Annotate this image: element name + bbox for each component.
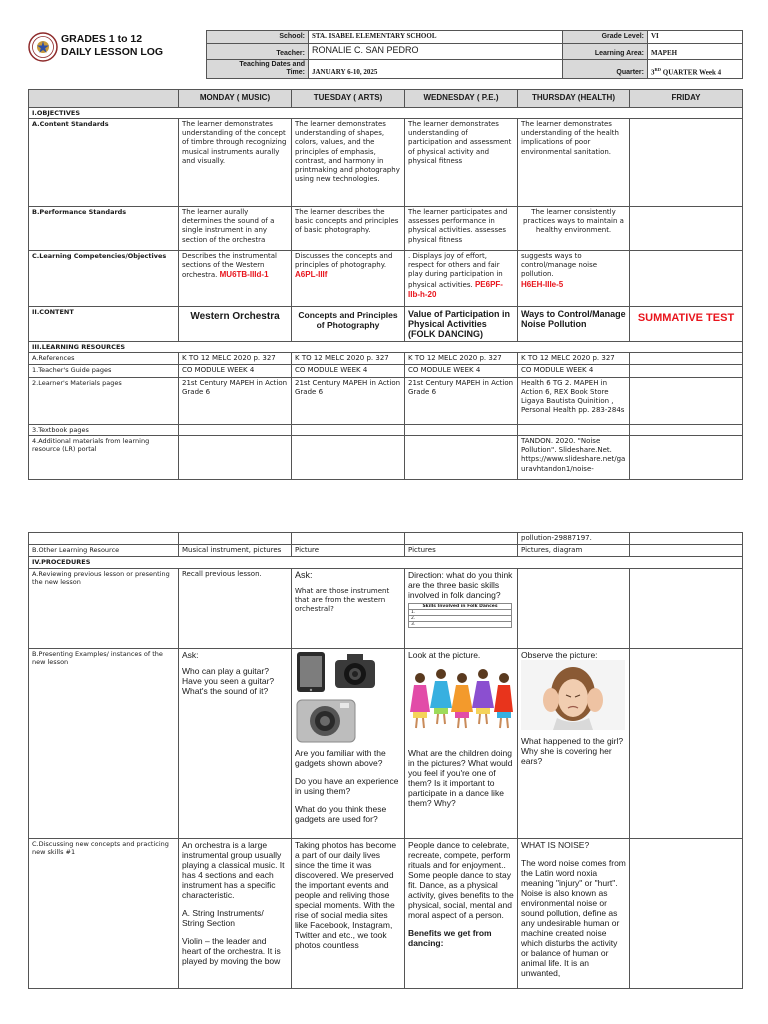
dancing-children-image	[408, 660, 514, 740]
area-value: MAPEH	[648, 44, 743, 60]
procedures-row: IV.PROCEDURES	[29, 557, 743, 568]
content-friday: SUMMATIVE TEST	[630, 306, 743, 341]
objectives-row	[29, 107, 743, 118]
additional-materials-row: 4.Additional materials from learning resource (LR) portal TANDON. 2020. "Noise Pollution". Slideshare.Net. https://www.slideshare.net/gauravhtandon1/noise-	[29, 436, 743, 480]
page-header	[28, 30, 742, 78]
day-wednesday: WEDNESDAY ( P.E.)	[405, 90, 518, 108]
lesson-log-table	[28, 89, 743, 480]
teacher-label: Teacher:	[207, 44, 309, 60]
objectives-heading: I.OBJECTIVES	[29, 107, 743, 118]
teachers-guide-row: 1.Teacher's Guide pages CO MODULE WEEK 4 CO MODULE WEEK 4 CO MODULE WEEK 4 CO MODULE WEEK 4	[29, 365, 743, 377]
day-tuesday: TUESDAY ( ARTS)	[292, 90, 405, 108]
grade-value: VI	[648, 31, 743, 44]
references-row: A.References K TO 12 MELC 2020 p. 327 K TO 12 MELC 2020 p. 327 K TO 12 MELC 2020 p. 327 K TO 12 MELC 2020 p. 327	[29, 353, 743, 365]
day-monday: MONDAY ( MUSIC)	[179, 90, 292, 108]
competency-code: MU6TB-IIId-1	[219, 270, 269, 280]
brand-title: GRADES 1 to 12 DAILY LESSON LOG	[61, 33, 164, 58]
competency-code: A6PL-IIIf	[295, 270, 328, 280]
textbook-row: 3.Textbook pages	[29, 424, 743, 435]
day-friday: FRIDAY	[630, 90, 743, 108]
quarter-label: Quarter:	[563, 60, 648, 79]
area-label: Learning Area:	[563, 44, 648, 60]
other-resource-row: B.Other Learning Resource Musical instrument, pictures Picture Pictures Pictures, diagram	[29, 545, 743, 557]
day-thursday: THURSDAY (HEALTH)	[518, 90, 630, 108]
skills-table: Skills Involved in Folk Dances 1. 2. 3.	[408, 603, 512, 628]
school-value: STA. ISABEL ELEMENTARY SCHOOL	[309, 31, 563, 44]
learning-resources-row: III.LEARNING RESOURCES	[29, 341, 743, 352]
dates-value: JANUARY 6-10, 2025	[309, 60, 563, 79]
teacher-value: RONALIE C. SAN PEDRO	[309, 44, 563, 60]
reviewing-row: A.Reviewing previous lesson or presenting the new lesson Recall previous lesson. Ask: What are those instrument that are from the western orchestral? Direction: what do you think are the three basic skills involved in folk dancing? Skills Involved in Folk Dances 1. 2. 3.	[29, 568, 743, 648]
content-tuesday: Concepts and Principles of Photography	[292, 306, 405, 341]
competency-code: PE6PF-IIb-h-20	[408, 279, 503, 300]
content-wednesday: Value of Participation in Physical Activities (FOLK DANCING)	[405, 306, 518, 341]
dates-label: Teaching Dates and Time:	[207, 60, 309, 79]
gadgets-image	[295, 650, 401, 746]
deped-seal-icon	[28, 32, 58, 62]
additional-materials-cont-row: pollution-29887197.	[29, 533, 743, 545]
content-standards-row: A.Content Standards The learner demonstrates understanding of the concept of timbre through recognizing musical instruments aurally and visually. The learner demonstrates understanding of shapes, colors, values, and the principles of emphasis, contrast, and harmony in printmaking and photography using new technologies. The learner demonstrates understanding of participation and assessment of physical activity and physical fitness The learner demonstrates understanding of the health implications of poor environmental sanitation.	[29, 118, 743, 206]
content-thursday: Ways to Control/Manage Noise Pollution	[518, 306, 630, 341]
presenting-row: B.Presenting Examples/ instances of the new lesson Ask: Who can play a guitar? Have you seen a guitar? What's the sound of it? Are you familiar with the gadgets shown above? Do you have an experience in using them? What do you think these gadgets are used for? Look at the picture. What are the children doing in the pictures? What would you feel if you're one of them? Is it important to participate in a dance like them? Why? Observe the picture: What happened to the girl? Why she is covering her ears?	[29, 648, 743, 838]
content-row: II.CONTENT Western Orchestra Concepts and Principles of Photography Value of Participation in Physical Activities (FOLK DANCING) Ways to Control/Manage Noise Pollution SUMMATIVE TEST	[29, 306, 743, 341]
discussing-row: C.Discussing new concepts and practicing new skills #1 An orchestra is a large instrumental group usually playing a classical music. It has 4 sections and each instrument has a specific characteristic. A. String Instruments/ String Section Violin – the leader and heart of the orchestra. It is played by moving the bow Taking photos has become a part of our daily lives since the time it was discovered. We preserved the important events and people and reliving those special moments. With the rise of social media sites like Facebook, Instagram, Twitter and etc., we took photos countless People dance to celebrate, recreate, compete, perform rituals and for enjoyment.. Some people dance to stay fit. Dance, as a physical activity, gives benefits to the physical, social, mental and moral aspect of a person. Benefits we get from dancing: WHAT IS NOISE? The word noise comes from the Latin word noxia meaning "injury" or "hurt". Noise is also known as environmental noise or sound pollution, define as any undesirable human or machine created noise which disturbs the activity or balance of human or animal life. It is an unwanted,	[29, 838, 743, 988]
lesson-log-table-continued	[28, 532, 743, 989]
day-header-row	[29, 90, 743, 108]
learners-materials-row: 2.Learner's Materials pages 21st Century MAPEH in Action Grade 6 21st Century MAPEH in Action Grade 6 21st Century MAPEH in Action Grade 6 Health 6 TG 2. MAPEH in Action 6, REX Book Store Ligaya Bautista Quinition , Personal Health pp. 283-284s	[29, 377, 743, 424]
performance-standards-row: B.Performance Standards The learner aurally determines the sound of a single instrument in any section of the orchestra The learner describes the basic concepts and principles of basic photography. The learner participates and assesses performance in physical activities. assesses physical fitness The learner consistently practices ways to maintain a healthy environment.	[29, 206, 743, 250]
content-monday: Western Orchestra	[179, 306, 292, 341]
girl-covering-ears-image	[521, 660, 625, 730]
grade-label: Grade Level:	[563, 31, 648, 44]
competencies-row: C.Learning Competencies/Objectives Describes the instrumental sections of the Western orchestra. MU6TB-IIId-1 Discusses the concepts and principles of photography. A6PL-IIIf . Displays joy of effort, respect for others and fair play during participation in physical activities. PE6PF-IIb-h-20 suggests ways to control/manage noise pollution. H6EH-IIIe-5	[29, 250, 743, 306]
competency-code: H6EH-IIIe-5	[521, 279, 564, 289]
school-label: School:	[207, 31, 309, 44]
header-info-table	[206, 30, 743, 79]
quarter-value: 3RD QUARTER Week 4	[648, 60, 743, 79]
